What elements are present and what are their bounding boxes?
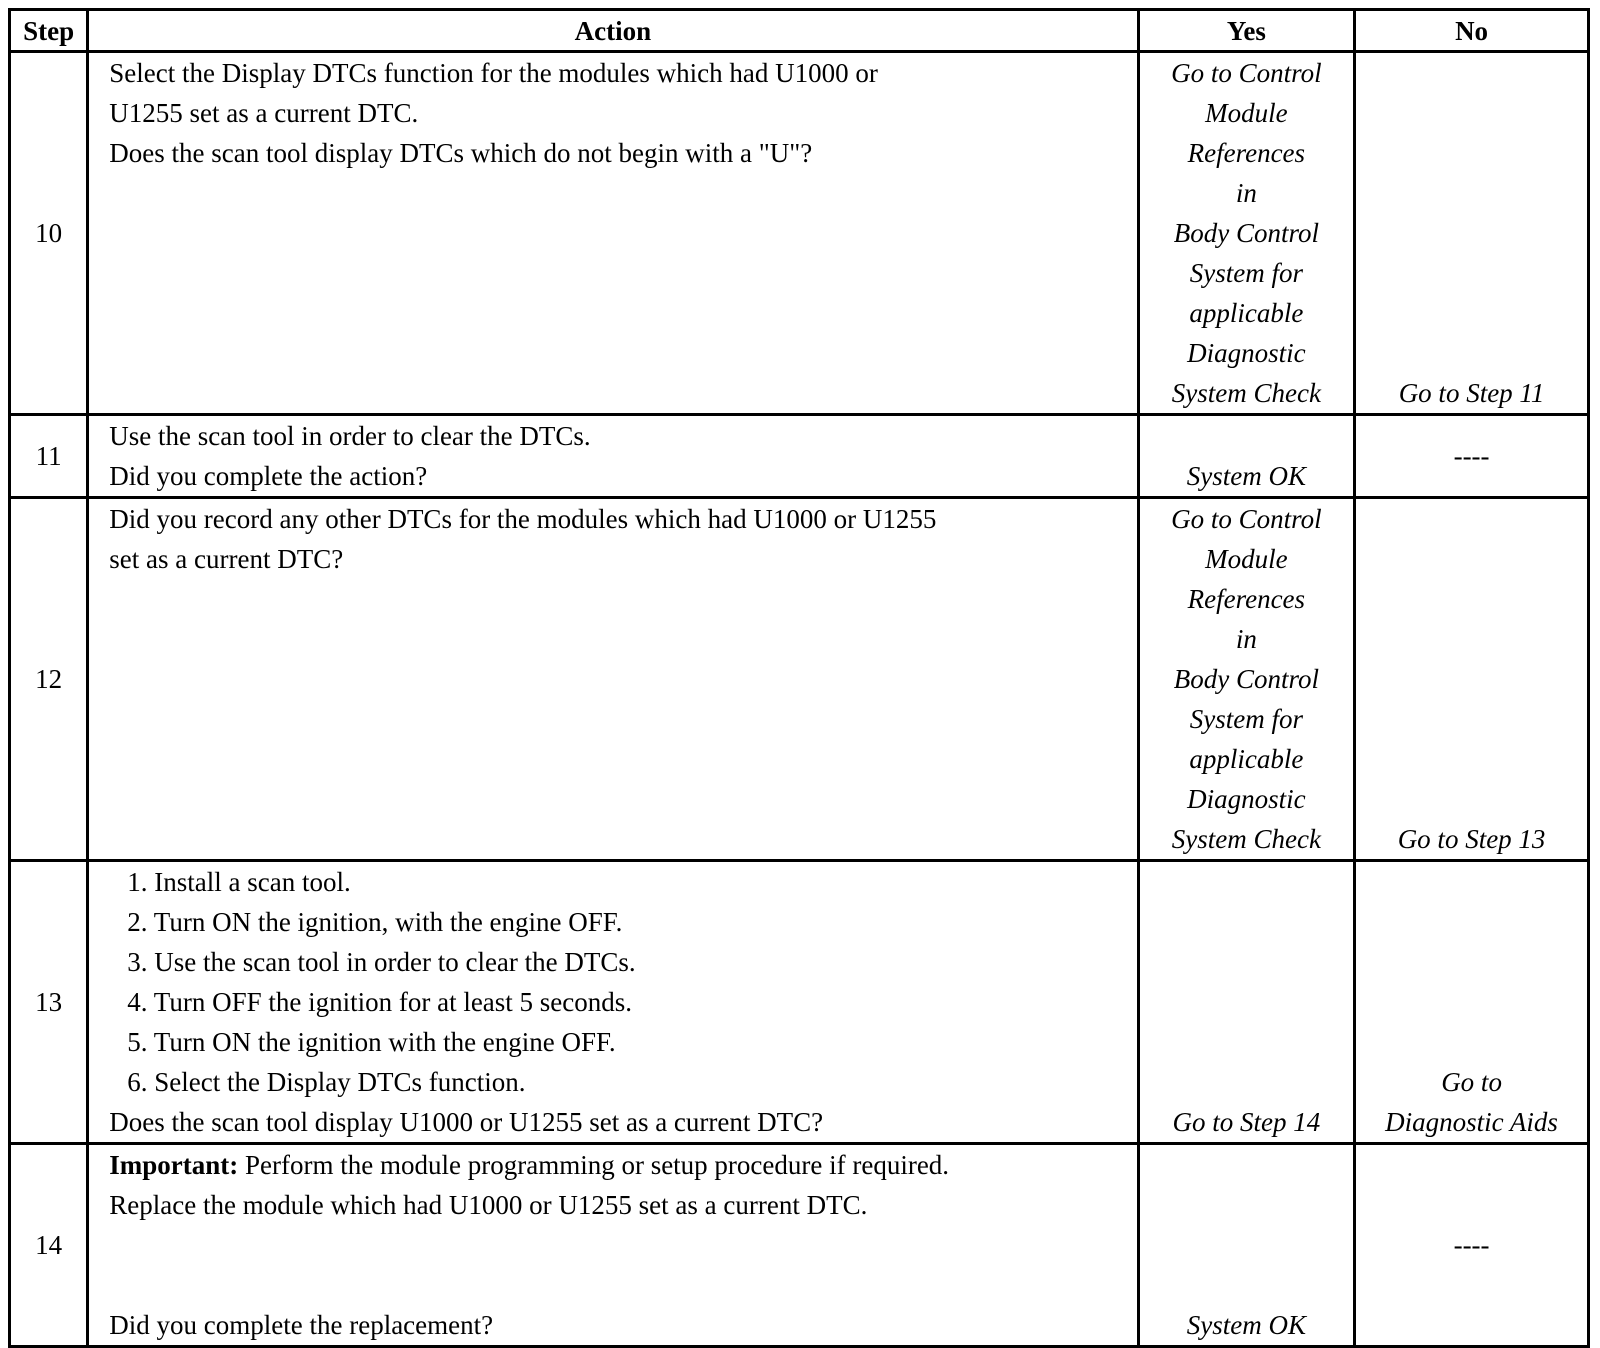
action-substep: 3. Use the scan tool in order to clear the DTCs. (127, 947, 636, 977)
header-no: No (1355, 10, 1589, 52)
important-text: Perform the module programming or setup procedure if required. (238, 1150, 950, 1180)
yes-cell (1138, 415, 1355, 498)
yes-line: Diagnostic (1187, 338, 1306, 368)
yes-line: System OK (1186, 461, 1306, 491)
no-line: ---- (1453, 441, 1490, 471)
no-line: ---- (1453, 1230, 1490, 1260)
action-line: Select the Display DTCs function for the modules which had U1000 or (109, 58, 878, 88)
action-substep: 2. Turn ON the ignition, with the engine OFF. (127, 907, 623, 937)
diagnostic-procedure-table (8, 8, 1590, 1348)
yes-line: Module (1205, 544, 1288, 574)
yes-line: applicable (1189, 744, 1304, 774)
step-number: 12 (10, 498, 88, 861)
yes-line: Body Control (1173, 664, 1319, 694)
action-substep: 6. Select the Display DTCs function. (127, 1067, 526, 1097)
yes-line: References (1187, 138, 1306, 168)
step-number: 13 (10, 861, 88, 1144)
no-cell (1355, 52, 1589, 415)
yes-line: System OK (1186, 1310, 1306, 1340)
action-line: Use the scan tool in order to clear the DTCs. (109, 421, 591, 451)
action-cell (88, 415, 1138, 498)
yes-line: Diagnostic (1187, 784, 1306, 814)
action-substep: 5. Turn ON the ignition with the engine OFF. (127, 1027, 616, 1057)
no-line: Go to Step 13 (1397, 824, 1546, 854)
action-line: U1255 set as a current DTC. (109, 98, 419, 128)
table-row (10, 498, 1589, 861)
action-cell (88, 52, 1138, 415)
spacer (109, 1225, 1126, 1305)
important-label: Important: (109, 1150, 239, 1180)
no-line: Diagnostic Aids (1385, 1107, 1558, 1137)
yes-cell (1138, 861, 1355, 1144)
no-line: Go to (1441, 1067, 1502, 1097)
action-line: Does the scan tool display DTCs which do not begin with a "U"? (109, 138, 813, 168)
table-row (10, 1144, 1589, 1347)
action-line: Did you complete the action? (109, 461, 428, 491)
yes-line: System for (1189, 258, 1303, 288)
yes-line: References (1187, 584, 1306, 614)
no-cell (1355, 1144, 1589, 1347)
yes-line: System Check (1171, 378, 1321, 408)
action-substep: 4. Turn OFF the ignition for at least 5 seconds. (127, 987, 633, 1017)
action-line: Replace the module which had U1000 or U1255 set as a current DTC. (109, 1190, 868, 1220)
yes-cell (1138, 52, 1355, 415)
no-cell (1355, 498, 1589, 861)
yes-line: Go to Control (1171, 504, 1322, 534)
header-yes: Yes (1138, 10, 1355, 52)
table-header-row (10, 10, 1589, 52)
yes-cell (1138, 1144, 1355, 1347)
yes-cell (1138, 498, 1355, 861)
action-line: set as a current DTC? (109, 544, 344, 574)
action-line: Did you record any other DTCs for the modules which had U1000 or U1255 (109, 504, 937, 534)
header-step: Step (10, 10, 88, 52)
yes-line: in (1235, 178, 1257, 208)
yes-line: in (1235, 624, 1257, 654)
no-line: Go to Step 11 (1398, 378, 1545, 408)
yes-line: Body Control (1173, 218, 1319, 248)
action-question: Did you complete the replacement? (109, 1310, 494, 1340)
yes-line: Go to Control (1171, 58, 1322, 88)
action-cell (88, 1144, 1138, 1347)
action-cell (88, 861, 1138, 1144)
yes-line: Module (1205, 98, 1288, 128)
action-cell (88, 498, 1138, 861)
action-question: Does the scan tool display U1000 or U1255 set as a current DTC? (109, 1107, 824, 1137)
diagnostic-table-container (8, 8, 1590, 1348)
no-cell (1355, 415, 1589, 498)
yes-line: System Check (1171, 824, 1321, 854)
table-row (10, 861, 1589, 1144)
important-note (109, 1145, 1126, 1185)
yes-line: System for (1189, 704, 1303, 734)
table-row (10, 415, 1589, 498)
action-substep: 1. Install a scan tool. (127, 867, 351, 897)
step-number: 11 (10, 415, 88, 498)
no-cell (1355, 861, 1589, 1144)
table-row (10, 52, 1589, 415)
yes-line: applicable (1189, 298, 1304, 328)
step-number: 14 (10, 1144, 88, 1347)
yes-line: Go to Step 14 (1172, 1107, 1321, 1137)
step-number: 10 (10, 52, 88, 415)
header-action: Action (88, 10, 1138, 52)
